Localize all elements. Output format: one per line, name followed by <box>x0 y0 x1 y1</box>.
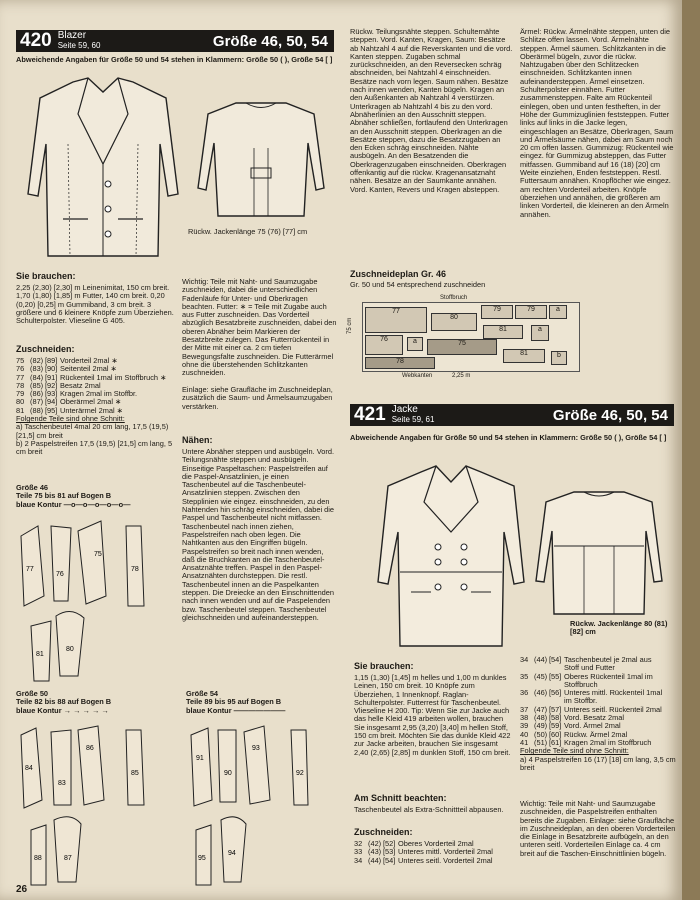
no-pattern-a-421: a) 4 Paspelstreifen 16 (17) [18] cm lang, 3,5 cm breit <box>520 754 676 772</box>
blazer-front-illustration <box>18 74 188 262</box>
plan-piece: 79 <box>515 305 547 319</box>
jacket-front-illustration <box>376 462 526 652</box>
back-length-421: Rückw. Jackenlänge 80 (81) [82] cm <box>570 619 668 637</box>
svg-text:94: 94 <box>228 850 236 857</box>
zuschneiden-heading-421: Zuschneiden: <box>354 827 413 837</box>
cut-row: 32 (42) [52] Oberes Vorderteil 2mal <box>354 839 474 848</box>
size50-block <box>16 690 176 715</box>
cut-row: 80 (87) [94] Oberärmel 2mal ∗ <box>16 397 122 407</box>
header-421 <box>350 404 674 426</box>
plan-piece: 78 <box>365 357 435 369</box>
cut-row: 77 (84) [91] Rückenteil 1mal im Stoffbruch ∗ <box>16 372 167 382</box>
no-pattern-b: b) 2 Paspelstreifen 17,5 (19,5) [21,5] cm lang, 5 cm breit <box>16 438 173 457</box>
cut-row: 79 (86) [93] Kragen 2mal im Stoffbr. <box>16 389 138 399</box>
plan-piece: a <box>531 325 549 341</box>
plan-webkanten: Webkanten <box>402 373 433 379</box>
zuschneiden-heading: Zuschneiden: <box>16 344 75 354</box>
svg-text:75: 75 <box>94 551 102 558</box>
size54-pattern-pieces <box>186 720 336 890</box>
plan-piece: 80 <box>431 313 477 331</box>
svg-text:76: 76 <box>56 571 64 578</box>
plan-stoffbruch: Stoffbruch <box>440 295 468 301</box>
plan-piece: 81 <box>483 325 523 339</box>
schnitt-heading: Am Schnitt beachten: <box>354 793 447 803</box>
svg-text:90: 90 <box>224 770 232 777</box>
cut-row: 75 (82) [89] Vorderteil 2mal ∗ <box>16 356 118 365</box>
cut-row: 39 (49) [59] Vord. Ärmel 2mal <box>520 721 621 731</box>
svg-text:83: 83 <box>58 780 66 787</box>
plan-piece: 79 <box>481 305 513 319</box>
plan-width: 2,25 m <box>452 373 471 379</box>
size50-parts: Teile 82 bis 88 auf Bogen B <box>16 697 112 707</box>
size54-contour: blaue Kontur ——————— <box>186 705 286 715</box>
svg-text:87: 87 <box>64 855 72 862</box>
sie-brauchen-heading-421: Sie brauchen: <box>354 661 414 671</box>
size46-block <box>16 484 176 509</box>
column3-text: Ärmel: Rückw. Ärmelnähte steppen, unten die Schlitze offen lassen. Vord. Ärmelnähte steppen. Ärmel säumen. Schlitzkanten in die Oberärmel bügeln, zuvor die rückw. Nahtzugaben über den Schlitzecken einschneiden. Schlitzkanten innen aufeinandersteppen. Ärmel einsetzen. Schulterpolster einnähen. Futter zusammensteppen. Falte am Rückenteil einlegen, oben und unten festheften, in der Höhe der Gummizuglinien feststeppen. Futter links auf links in die Jacke legen, eingeschlagen an Besätze, Oberkragen, Saum und Ärmelsäume nähen, dabei am Saum noch 20 cm offen lassen. Gummizug: Rückenteil wie eingez. für Gummizug absteppen, das Futter mitfassen. Gummiband auf 16 (18) [20] cm Weite einziehen, Enden feststeppen. Restl. Futtersaum annähen. Knopflöcher wie eingez. am rechten Vorderteil arbeiten. Knöpfe überziehen und annähen, die größeren am linken Vorderteil, die kleineren an den Ärmeln annähen. <box>520 27 674 219</box>
cut-row: 81 (88) [95] Unterärmel 2mal ∗ <box>16 405 123 415</box>
naehen-heading: Nähen: <box>182 435 213 445</box>
svg-text:78: 78 <box>131 566 139 573</box>
column2-text: Rückw. Teilungsnähte steppen. Schulternähte steppen. Vord. Kanten, Kragen, Saum: Besätze ab Nahtzahl 4 auf die Reverskanten und die vord. Kanten steppen. Zugaben schmal zurückschneiden, an den Reversecken schräg abschneiden, bei Nahtzahl 4 einschneiden. Besätze nach vorn legen. Saum nähen. Besätze nach innen wenden, Kanten bügeln. Kragen an den Außenkanten ab Nahtzahl 4 verstürzen. Unterkragen ab Nahtzahl 4 bis zu den vord. Abnäherlinien an den Ausschnitt steppen. Abnäher schließen, fortlaufend den Unterkragen an den Ausschnitt steppen. Oberkragen an die Besätze steppen, dazu die Besatzzugaben an den Ecken schräg einschneiden. Nähte ausbügeln. An den Besatzenden die Oberkragenzugaben einschneiden. Oberkragen offenkantig auf die rückw. Kragenansatznaht nähen. Besätze an der Saumkante annähen. Vord. Kanten, Revers und Kragen absteppen. <box>350 27 513 194</box>
header-420 <box>16 30 334 52</box>
svg-text:93: 93 <box>252 745 260 752</box>
pattern-sizes: Größe 46, 50, 54 <box>212 32 328 50</box>
cut-row: 41 (51) [61] Kragen 2mal im Stoffbruch <box>520 737 652 747</box>
plan-breite: 75 cm <box>347 317 353 334</box>
size46-title: Größe 46 <box>16 483 49 492</box>
schnitt-text: Taschenbeutel als Extra-Schnittteil abpausen. <box>354 805 504 814</box>
material-list: 2,25 (2,30) [2,30] m Leinenimitat, 150 cm breit. 1,70 (1,80) [1,85] m Futter, 140 cm breit. 0,20 (0,20) [0,25] m Gummiband, 3 cm breit. 3 größere und 6 kleinere Knöpfe zum Überziehen. Schulterpolster. Vlieseline G 405. <box>16 283 174 326</box>
plan-piece: 76 <box>365 335 403 355</box>
adjacent-page-edge <box>682 0 700 900</box>
cutting-list-421-cont <box>520 656 676 772</box>
wichtig-text-421: Wichtig: Teile mit Naht- und Saumzugabe zuschneiden, die Paspelstreifen enthalten bereits die Zugaben. Einlage: siehe Graufläche im Zuschneideplan, an den oberen Vorderteilen die Einlage in Besatzbreite aufbügeln, an den unteren seitl. Vorderteilen Einlage ca. 4 cm breit auf die Taschen-Einschnittlinien bügeln. <box>520 799 676 858</box>
plan-piece: 81 <box>503 349 545 363</box>
size50-title: Größe 50 <box>16 689 49 698</box>
cut-row: 76 (83) [90] Seitenteil 2mal ∗ <box>16 364 117 374</box>
svg-text:81: 81 <box>36 651 44 658</box>
no-pattern-a: a) Taschenbeutel 4mal 20 cm lang, 17,5 (19,5) [21,5] cm breit <box>16 422 169 440</box>
cut-row: 34 (44) [54] Taschenbeutel je 2mal aus Stoff und Futter <box>520 655 652 673</box>
size-note-421: Abweichende Angaben für Größe 50 und 54 stehen in Klammern: Größe 50 ( ), Größe 54 [ ] <box>350 433 667 442</box>
plan-piece: a <box>407 337 423 351</box>
naehen-text: Untere Abnäher steppen und ausbügeln. Vord. Teilungsnähte steppen und ausbügeln. Einseitige Paspeltaschen: Paspelstreifen auf die Paspel-Ansatzlinien, je einen Taschenbeutel auf die Taschenbeutel-Ansatzlinien steppen. Zwischen den Stepplinien wie eingez. einschneiden, zu den Nahtenden hin schräg einschneiden, dabei die Paspel und Taschenbeutel nicht mitfassen. Taschenbeutel nach innen ziehen, Paspelstreifen nach oben legen. Die Nahtkanten aus den Eingriffen bügeln. Paspelstreifen so breit nach innen wenden, daß die Bruchkanten an die Taschenbeutel-Ansatznähte treffen. Paspel in den Paspel-Ansatznähten durchsteppen. Die restl. Taschenbeutel innen an die Paspelkanten steppen. Die Dreiecke an den Einschnittenden nach innen wenden und auf die Paspelenden bzw. Taschenbeutel steppen. Taschenbeutel gleichschneiden und aufeinandersteppen. <box>182 447 335 622</box>
blazer-back-illustration <box>196 98 326 218</box>
size54-parts: Teile 89 bis 95 auf Bogen B <box>186 697 282 707</box>
size46-pattern-pieces <box>16 516 176 686</box>
svg-text:88: 88 <box>34 855 42 862</box>
cutting-list-421 <box>354 840 514 865</box>
cutting-list <box>16 357 176 457</box>
cut-row: 37 (47) [57] Unteres seitl. Rückenteil 2mal <box>520 704 662 714</box>
svg-text:95: 95 <box>198 855 206 862</box>
svg-text:84: 84 <box>25 765 33 772</box>
cut-row: 34 (44) [54] Unteres seitl. Vorderteil 2mal <box>354 855 493 865</box>
cut-row: 33 (43) [53] Unteres mittl. Vorderteil 2mal <box>354 847 493 857</box>
pattern-name: Blazer <box>57 30 87 41</box>
svg-text:92: 92 <box>296 770 304 777</box>
size46-parts: Teile 75 bis 81 auf Bogen B <box>16 491 112 501</box>
page-number: 26 <box>16 884 28 895</box>
pattern-number: 420 <box>20 30 52 51</box>
svg-text:91: 91 <box>196 755 204 762</box>
cut-row: 35 (45) [55] Oberes Rückenteil 1mal im Stoffbruch <box>520 671 653 689</box>
cut-row: 78 (85) [92] Besatz 2mal <box>16 380 101 390</box>
plan-piece: b <box>551 351 567 365</box>
cut-row: 36 (46) [56] Unteres mittl. Rückenteil 1mal im Stoffbr. <box>520 688 663 706</box>
pattern-pages: Seite 59, 60 <box>57 41 101 50</box>
jacket-back-illustration <box>534 486 664 616</box>
plan-piece: 75 <box>427 339 497 355</box>
svg-text:77: 77 <box>26 566 34 573</box>
pattern-name: Jacke <box>391 404 418 415</box>
cutting-plan-subtitle: Gr. 50 und 54 entsprechend zuschneiden <box>350 280 486 289</box>
size50-contour: blaue Kontur → → → → → <box>16 705 109 715</box>
pattern-number: 421 <box>354 404 386 425</box>
wichtig-text: Wichtig: Teile mit Naht- und Saumzugabe zuschneiden, dabei die unterschiedlichen Fadenläufe für Unter- und Oberkragen beachten. Futter: ∗ = Teile mit Zugabe auch aus Futter zuschneiden. Das Vorderteil abzüglich Besatzbreite zuschneiden, dabei den oberen Abnäher beim Markieren der Besatzbreite zulegen. Das Futterrückenteil in der Mitte mit einer ca. 2 cm tiefen Bewegungsfalte zuschneiden. Die Futterärmel ohne die überstehenden Schlitzkanten zuschneiden. <box>182 277 337 378</box>
svg-text:80: 80 <box>66 646 74 653</box>
no-pattern-heading: Folgende Teile sind ohne Schnitt: <box>16 414 125 424</box>
no-pattern-heading-421: Folgende Teile sind ohne Schnitt: <box>520 746 629 756</box>
material-list-421: 1,15 (1,30) [1,45] m helles und 1,00 m dunkles Leinen, 150 cm breit. 10 Knöpfe zum Überziehen, 1 Innenknopf. Raglan-Schulterpolster. Futterrest für Taschenbeutel. Vlieseline H 200. Tip: Wenn Sie zur Jacke auch das helle Kleid 419 arbeiten wollen, brauchen Sie insgesamt 2,95 (3,20) [3,40] m hellen Stoff, 150 cm breit. Möchten Sie das dunkle Kleid 422 zur Jacke arbeiten, brauchen Sie insgesamt 2,40 (2,65) [2,85] m dunklen Stoff, 150 cm breit. <box>354 673 511 757</box>
back-length-420: Rückw. Jackenlänge 75 (76) [77] cm <box>188 227 308 236</box>
svg-text:85: 85 <box>131 770 139 777</box>
cut-row: 40 (50) [60] Rückw. Ärmel 2mal <box>520 729 628 739</box>
plan-piece: 77 <box>365 307 427 333</box>
sie-brauchen-heading: Sie brauchen: <box>16 271 76 281</box>
size46-contour: blaue Kontur —o—o—o—o—o— <box>16 499 131 509</box>
pattern-sizes: Größe 46, 50, 54 <box>552 406 668 424</box>
cutting-plan <box>362 302 580 372</box>
size50-pattern-pieces <box>16 720 176 890</box>
svg-text:86: 86 <box>86 745 94 752</box>
cutting-plan-title: Zuschneideplan Gr. 46 <box>350 269 447 279</box>
cut-row: 38 (48) [58] Vord. Besatz 2mal <box>520 713 624 723</box>
size54-block <box>186 690 336 715</box>
size54-title: Größe 54 <box>186 689 219 698</box>
plan-piece: a <box>549 305 567 319</box>
size-note: Abweichende Angaben für Größe 50 und 54 stehen in Klammern: Größe 50 ( ), Größe 54 [ ] <box>16 55 333 64</box>
einlage-text: Einlage: siehe Graufläche im Zuschneideplan, zusätzlich die Saum- und Ärmelsaumzugaben verstärken. <box>182 385 333 411</box>
pattern-pages: Seite 59, 61 <box>391 415 435 424</box>
